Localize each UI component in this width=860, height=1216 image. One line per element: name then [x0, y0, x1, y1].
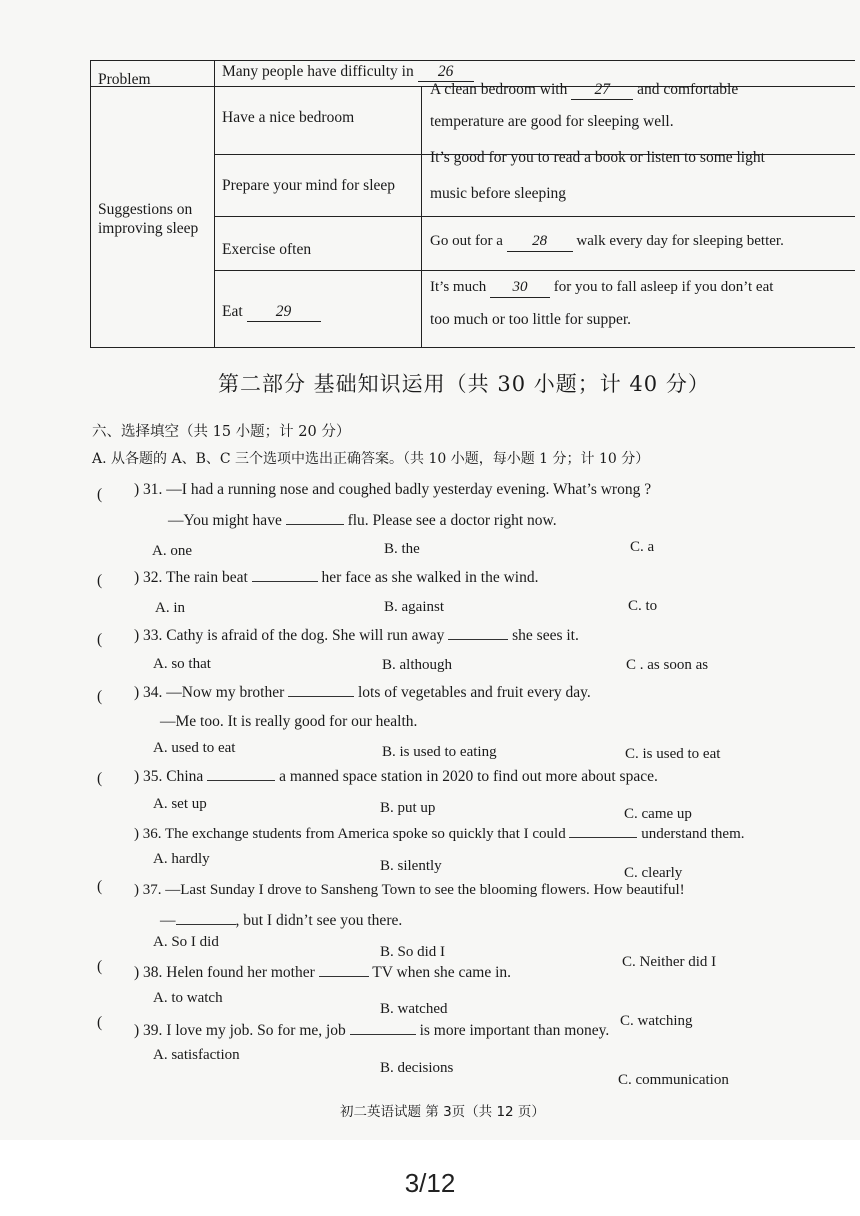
- row-right-text: and comfortable: [637, 81, 739, 98]
- option-b: B. although: [382, 657, 452, 673]
- q-text: is more important than money.: [419, 1022, 610, 1039]
- answer-paren: (: [97, 631, 103, 648]
- q-text: ) 36. The exchange students from America spoke so quickly that I could: [134, 826, 566, 842]
- answer-paren: (: [97, 486, 103, 503]
- option-a: A. so that: [153, 656, 211, 672]
- answer-blank: [569, 836, 637, 838]
- table-line: [214, 270, 855, 271]
- option-a: A. one: [152, 543, 192, 559]
- page-footer: 初二英语试题 第 3页（共 12 页）: [340, 1104, 545, 1120]
- q-text: ) 38. Helen found her mother: [134, 964, 315, 981]
- q-text: understand them.: [641, 826, 745, 842]
- option-b: B. decisions: [380, 1060, 454, 1076]
- row-right: [430, 232, 854, 252]
- q-text: ) 32. The rain beat: [134, 569, 248, 586]
- part-a-instructions: A. 从各题的 A、B、C 三个选项中选出正确答案。（共 10 小题，每小题 1 分；计 10 分）: [92, 451, 650, 467]
- answer-paren: (: [97, 572, 103, 589]
- row-right-cont: music before sleeping: [430, 185, 567, 202]
- row-right-text: walk every day for sleeping better.: [576, 233, 784, 249]
- table-line: [90, 347, 855, 348]
- table-line: [90, 60, 855, 61]
- option-b: B. put up: [380, 800, 436, 816]
- option-c: C. came up: [624, 806, 692, 822]
- row-right-text: Go out for a: [430, 233, 503, 249]
- option-b: B. silently: [380, 858, 442, 874]
- table-line: [421, 86, 422, 348]
- row-right: It’s good for you to read a book or listen to some light: [430, 149, 765, 166]
- question-37-stem: ) 37. —Last Sunday I drove to Sansheng Town to see the blooming flowers. How beautiful!: [134, 882, 685, 898]
- q-dash: —: [160, 912, 176, 929]
- blank-26: 26: [418, 62, 474, 82]
- row-left: [222, 302, 321, 322]
- option-a: A. to watch: [153, 990, 223, 1006]
- option-b: B. the: [384, 541, 420, 557]
- option-b: B. watched: [380, 1001, 448, 1017]
- row-left: Prepare your mind for sleep: [222, 177, 396, 194]
- option-a: A. satisfaction: [153, 1047, 240, 1063]
- question-31-line2: [168, 512, 557, 530]
- blank-30: 30: [490, 278, 550, 298]
- option-c: C. Neither did I: [622, 954, 717, 970]
- answer-blank: [319, 975, 369, 977]
- answer-blank: [448, 638, 508, 640]
- part-six-heading: 六、选择填空（共 15 小题；计 20 分）: [92, 424, 351, 440]
- blank-27: 27: [571, 80, 633, 100]
- answer-paren: (: [97, 878, 103, 895]
- option-c: C. is used to eat: [625, 746, 721, 762]
- option-c: C. watching: [620, 1013, 693, 1029]
- question-33-stem: [134, 627, 579, 645]
- table-line: [90, 60, 91, 348]
- answer-paren: (: [97, 1014, 103, 1031]
- answer-paren: (: [97, 770, 103, 787]
- question-34-line2: —Me too. It is really good for our health.: [160, 713, 418, 730]
- answer-blank: [252, 580, 318, 582]
- blank-29: 29: [247, 302, 321, 322]
- q-text: TV when she came in.: [372, 964, 512, 981]
- row-right-cont: too much or too little for supper.: [430, 311, 632, 328]
- option-b: B. is used to eating: [382, 744, 497, 760]
- row-right-cont: temperature are good for sleeping well.: [430, 113, 674, 130]
- q-text: she sees it.: [512, 627, 579, 644]
- option-c: C. a: [630, 539, 655, 555]
- suggestion-label: Suggestions on improving sleep: [98, 201, 199, 238]
- q-text: ) 34. —Now my brother: [134, 684, 285, 701]
- option-c: C. communication: [618, 1072, 729, 1088]
- question-37-line2: [160, 912, 402, 930]
- option-c: C. clearly: [624, 865, 683, 881]
- row-left: Have a nice bedroom: [222, 109, 355, 126]
- row-right: [430, 80, 850, 100]
- q-text: a manned space station in 2020 to find out more about space.: [279, 768, 658, 785]
- q-text: lots of vegetables and fruit every day.: [358, 684, 591, 701]
- question-34-stem: [134, 684, 591, 702]
- option-b: B. against: [384, 599, 444, 615]
- question-36-stem: [134, 826, 745, 843]
- blank-28: 28: [507, 232, 573, 252]
- answer-blank: [286, 523, 344, 525]
- option-c: C. to: [628, 598, 658, 614]
- q-text: —You might have: [168, 512, 282, 529]
- q-text: ) 33. Cathy is afraid of the dog. She will run away: [134, 627, 445, 644]
- option-b: B. So did I: [380, 944, 446, 960]
- option-a: A. in: [155, 600, 185, 616]
- page-number: 3/12: [404, 1168, 456, 1198]
- problem-label: Problem: [98, 71, 151, 88]
- section-title: 第二部分 基础知识运用（共 30 小题；计 40 分）: [218, 372, 710, 396]
- answer-blank: [207, 779, 275, 781]
- question-32-stem: [134, 569, 538, 587]
- question-31-stem: ) 31. —I had a running nose and coughed badly yesterday evening. What’s wrong ?: [134, 481, 652, 498]
- answer-blank: [288, 695, 354, 697]
- row-left: Exercise often: [222, 241, 312, 258]
- row-right-text: A clean bedroom with: [430, 81, 568, 98]
- option-a: A. set up: [153, 796, 207, 812]
- answer-blank: [176, 923, 236, 925]
- option-c: C . as soon as: [626, 657, 709, 673]
- q-text: her face as she walked in the wind.: [321, 569, 539, 586]
- answer-paren: (: [97, 688, 103, 705]
- q-text: ) 39. I love my job. So for me, job: [134, 1022, 346, 1039]
- row-right-text: It’s much: [430, 279, 487, 295]
- question-35-stem: [134, 768, 658, 786]
- question-38-stem: [134, 964, 511, 982]
- table-line: [214, 60, 215, 348]
- answer-blank: [350, 1033, 416, 1035]
- row-right-text: for you to fall asleep if you don’t eat: [553, 279, 774, 295]
- q-text: , but I didn’t see you there.: [235, 912, 403, 929]
- answer-paren: (: [97, 958, 103, 975]
- option-a: A. used to eat: [153, 740, 236, 756]
- table-line: [214, 216, 855, 217]
- question-39-stem: [134, 1022, 609, 1040]
- q-text: flu. Please see a doctor right now.: [347, 512, 557, 529]
- option-a: A. hardly: [153, 851, 210, 867]
- row-left-text: Eat: [222, 303, 243, 320]
- row-right: [430, 278, 854, 298]
- option-a: A. So I did: [153, 934, 219, 950]
- q-text: ) 35. China: [134, 768, 204, 785]
- problem-text-before: Many people have difficulty in: [222, 63, 414, 80]
- sleep-table: [90, 60, 855, 348]
